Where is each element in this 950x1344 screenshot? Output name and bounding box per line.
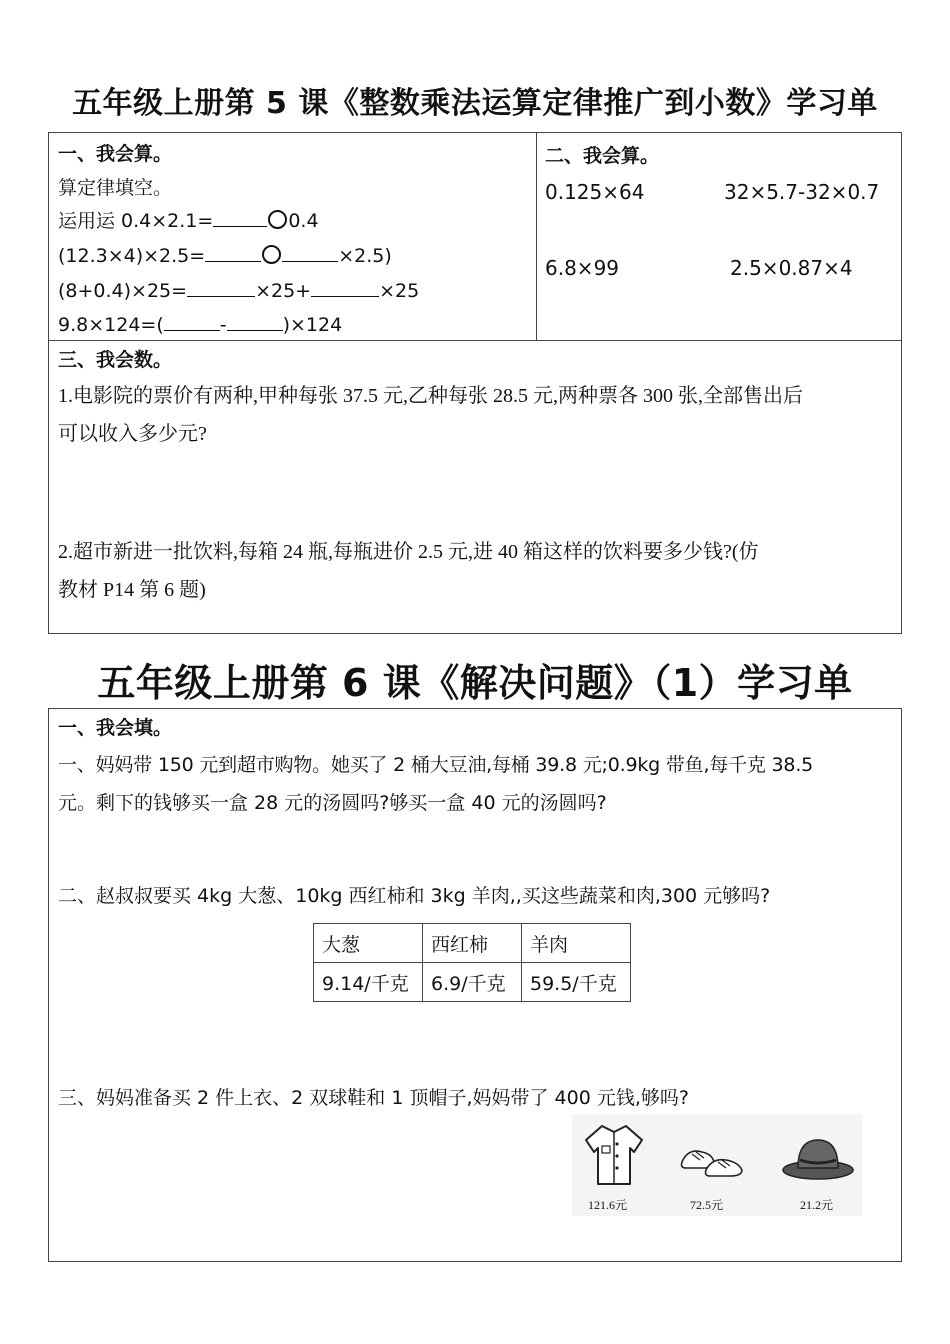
lesson5-title: 五年级上册第 5 课《整数乘法运算定律推广到小数》学习单 xyxy=(72,86,878,121)
word-problem-2-line1: 2.超市新进一批饮料,每箱 24 瓶,每瓶进价 2.5 元,进 40 箱这样的饮料要多少钱?(仿 xyxy=(58,541,759,563)
fill-line-2-text-b: ×2.5) xyxy=(338,245,392,267)
fill-line-3-text-b: ×25+ xyxy=(255,280,312,302)
fill-line-2-text: (12.3×4)×2.5= xyxy=(58,245,206,267)
lesson6-title: 五年级上册第 6 课《解决问题》（1）学习单 xyxy=(97,661,853,705)
fill-line-4-text-c: )×124 xyxy=(282,314,343,336)
table-header-cell: 西红柿 xyxy=(423,924,522,963)
part1-heading: 一、我会算。 xyxy=(58,143,173,165)
calc-item: 0.125×64 xyxy=(545,180,645,204)
fill-line-1 xyxy=(58,208,319,233)
calc-item: 2.5×0.87×4 xyxy=(730,256,853,280)
fill-line-1-text: 运用运 0.4×2.1= xyxy=(58,210,214,232)
fill-line-1-text-b: 0.4 xyxy=(288,210,319,232)
lesson6-problem-2: 二、赵叔叔要买 4kg 大葱、10kg 西红柿和 3kg 羊肉,,买这些蔬菜和肉,300 元够吗? xyxy=(58,885,771,907)
table-cell: 59.5/千克 xyxy=(522,963,631,1002)
fill-line-3-text: (8+0.4)×25= xyxy=(58,280,188,302)
word-problem-1-line2: 可以收入多少元? xyxy=(58,423,207,445)
fill-line-4-text: 9.8×124=( xyxy=(58,314,164,336)
answer-blank[interactable] xyxy=(282,243,338,262)
fill-line-3 xyxy=(58,278,419,303)
fill-line-4 xyxy=(58,312,342,337)
shirt-icon xyxy=(582,1122,646,1188)
lesson6-problem-3: 三、妈妈准备买 2 件上衣、2 双球鞋和 1 顶帽子,妈妈带了 400 元钱,够吗? xyxy=(58,1087,689,1109)
section-divider xyxy=(48,340,902,341)
table-header-cell: 羊肉 xyxy=(522,924,631,963)
table-cell: 6.9/千克 xyxy=(423,963,522,1002)
answer-blank[interactable] xyxy=(227,312,283,331)
lesson6-problem-1-line2: 元。剩下的钱够买一盒 28 元的汤圆吗?够买一盒 40 元的汤圆吗? xyxy=(58,792,607,814)
table-header-cell: 大葱 xyxy=(314,924,423,963)
answer-blank[interactable] xyxy=(187,278,255,297)
hat-icon xyxy=(780,1132,856,1182)
answer-blank[interactable] xyxy=(213,208,267,227)
column-divider xyxy=(536,132,537,341)
part3-heading: 三、我会数。 xyxy=(58,349,173,371)
calc-item: 6.8×99 xyxy=(545,256,620,280)
lesson6-problem-1-line1: 一、妈妈带 150 元到超市购物。她买了 2 桶大豆油,每桶 39.8 元;0.9kg 带鱼,每千克 38.5 xyxy=(58,754,814,776)
operator-circle[interactable] xyxy=(262,245,281,264)
item-price: 121.6元 xyxy=(588,1198,628,1212)
fill-line-3-text-c: ×25 xyxy=(379,280,420,302)
table-cell: 9.14/千克 xyxy=(314,963,423,1002)
shoes-icon xyxy=(678,1140,748,1180)
fill-line-4-text-b: - xyxy=(219,314,227,336)
answer-blank[interactable] xyxy=(164,312,220,331)
answer-blank[interactable] xyxy=(311,278,379,297)
product-picture xyxy=(572,1114,862,1216)
answer-blank[interactable] xyxy=(205,243,261,262)
operator-circle[interactable] xyxy=(268,210,287,229)
word-problem-1-line1: 1.电影院的票价有两种,甲种每张 37.5 元,乙种每张 28.5 元,两种票各 300 张,全部售出后 xyxy=(58,385,803,407)
item-price: 21.2元 xyxy=(800,1198,834,1212)
price-table xyxy=(313,923,631,1002)
part2-heading: 二、我会算。 xyxy=(545,145,660,167)
price-table-header-row xyxy=(314,924,631,963)
item-price: 72.5元 xyxy=(690,1198,724,1212)
lesson6-heading: 一、我会填。 xyxy=(58,717,173,739)
calc-item: 32×5.7-32×0.7 xyxy=(724,180,880,204)
fill-line-2 xyxy=(58,243,392,268)
price-table-row xyxy=(314,963,631,1002)
part1-intro: 算定律填空。 xyxy=(58,177,173,199)
word-problem-2-line2: 教材 P14 第 6 题) xyxy=(58,579,206,601)
